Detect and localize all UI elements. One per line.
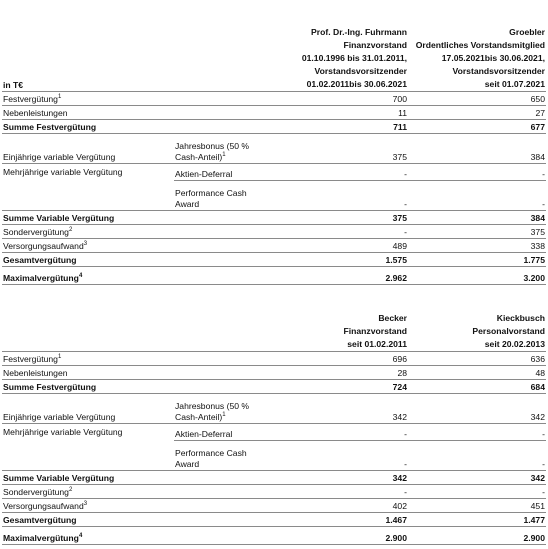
- table-cell: -: [408, 424, 546, 441]
- row-label: Maximalvergütung: [3, 272, 79, 283]
- row-label: Festvergütung: [3, 354, 58, 364]
- table-cell: 338: [408, 238, 546, 252]
- column-header-becker: Becker Finanzvorstand seit 01.02.2011: [262, 312, 408, 352]
- compensation-table-1: [2, 26, 546, 285]
- row-label: Einjährige variable Vergütung: [2, 134, 174, 164]
- table-cell: 28: [262, 366, 408, 380]
- table-cell: 375: [408, 224, 546, 238]
- table-row: [2, 238, 546, 252]
- table-cell: 711: [262, 120, 408, 134]
- footnote-marker: 1: [222, 412, 226, 419]
- table-cell: 684: [408, 380, 546, 394]
- table-cell: 402: [262, 498, 408, 512]
- row-label: Summe Variable Vergütung: [2, 210, 174, 224]
- table-cell: 1.575: [262, 252, 408, 266]
- footnote-marker: 1: [57, 94, 62, 101]
- table-cell: 375: [262, 210, 408, 224]
- row-label: Gesamtvergütung: [2, 252, 174, 266]
- table-cell: 451: [408, 498, 546, 512]
- column-header-fuhrmann: Prof. Dr.-Ing. Fuhrmann Finanzvorstand 01.10.1996 bis 31.01.2011, Vorstandsvorsitzender 01.02.2011bis 30.06.2021: [262, 26, 408, 92]
- row-label: Maximalvergütung: [3, 532, 79, 543]
- row-sublabel: Performance Cash Award: [174, 180, 262, 210]
- compensation-table-2: [2, 312, 546, 545]
- table-row: [2, 180, 546, 210]
- table-cell: -: [408, 164, 546, 181]
- table-cell: -: [262, 180, 408, 210]
- row-label: Sondervergütung: [3, 226, 69, 237]
- table-row: [2, 424, 546, 441]
- row-label: Mehrjährige variable Vergütung: [3, 167, 123, 177]
- table-cell: 1.477: [408, 512, 546, 526]
- table-cell: 650: [408, 92, 546, 106]
- row-label: Sondervergütung: [3, 486, 69, 497]
- table-cell: 724: [262, 380, 408, 394]
- table-cell: 384: [408, 134, 546, 164]
- table-row: [2, 120, 546, 134]
- footnote-marker: 3: [83, 240, 88, 247]
- table-cell: 1.775: [408, 252, 546, 266]
- footnote-marker: 1: [57, 354, 62, 361]
- row-sublabel: Aktien-Deferral: [174, 424, 262, 441]
- table-header-row: [2, 312, 546, 352]
- table-row: [2, 106, 546, 120]
- table-row: [2, 352, 546, 366]
- row-label: Nebenleistungen: [2, 366, 174, 380]
- footnote-marker: 4: [78, 272, 83, 279]
- footnote-marker: 2: [68, 486, 73, 493]
- row-label: Einjährige variable Vergütung: [2, 394, 174, 424]
- table-cell: 1.467: [262, 512, 408, 526]
- table-row: [2, 484, 546, 498]
- unit-label: in T€: [2, 26, 174, 92]
- table-cell: -: [262, 224, 408, 238]
- table-cell: 696: [262, 352, 408, 366]
- table-cell: -: [262, 440, 408, 470]
- footnote-marker: 3: [83, 500, 88, 507]
- table-row: [2, 164, 546, 181]
- footnote-marker: 4: [78, 532, 83, 539]
- row-label: Summe Festvergütung: [2, 120, 174, 134]
- column-header-groebler: Groebler Ordentliches Vorstandsmitglied 17.05.2021bis 30.06.2021, Vorstandsvorsitzender seit 01.07.2021: [408, 26, 546, 92]
- table-row: [2, 498, 546, 512]
- row-sublabel: Jahresbonus (50 % Cash-Anteil): [175, 141, 250, 162]
- table-cell: 489: [262, 238, 408, 252]
- table-row: [2, 394, 546, 424]
- table-row: [2, 252, 546, 266]
- row-label: Summe Festvergütung: [2, 380, 174, 394]
- column-header-kieckbusch: Kieckbusch Personalvorstand seit 20.02.2013: [408, 312, 546, 352]
- row-label: Nebenleistungen: [2, 106, 174, 120]
- table-row: [2, 210, 546, 224]
- table-cell: -: [262, 424, 408, 441]
- table-cell: 342: [262, 394, 408, 424]
- table-header-row: [2, 26, 546, 92]
- row-label: Versorgungsaufwand: [3, 240, 84, 251]
- table-cell: 2.900: [408, 526, 546, 544]
- table-row: [2, 380, 546, 394]
- table-cell: 342: [408, 470, 546, 484]
- footnote-marker: 1: [222, 152, 226, 159]
- table-row: [2, 440, 546, 470]
- table-cell: -: [408, 440, 546, 470]
- table-row: [2, 92, 546, 106]
- table-row: [2, 366, 546, 380]
- table-row: [2, 470, 546, 484]
- table-row: [2, 266, 546, 284]
- footnote-marker: 2: [68, 226, 73, 233]
- row-label: Versorgungsaufwand: [3, 500, 84, 511]
- row-label: Summe Variable Vergütung: [2, 470, 174, 484]
- row-label: Festvergütung: [3, 94, 58, 104]
- table-cell: 677: [408, 120, 546, 134]
- table-cell: 27: [408, 106, 546, 120]
- table-cell: 11: [262, 106, 408, 120]
- table-row: [2, 134, 546, 164]
- table-cell: 342: [262, 470, 408, 484]
- table-cell: -: [262, 484, 408, 498]
- table-row: [2, 512, 546, 526]
- table-cell: 700: [262, 92, 408, 106]
- table-cell: 2.900: [262, 526, 408, 544]
- row-sublabel: Jahresbonus (50 % Cash-Anteil): [175, 401, 250, 422]
- row-label: Gesamtvergütung: [2, 512, 174, 526]
- table-cell: 636: [408, 352, 546, 366]
- table-cell: 384: [408, 210, 546, 224]
- row-sublabel: Performance Cash Award: [174, 440, 262, 470]
- table-cell: -: [262, 164, 408, 181]
- table-cell: 3.200: [408, 266, 546, 284]
- table-row: [2, 526, 546, 544]
- table-cell: 48: [408, 366, 546, 380]
- table-cell: 375: [262, 134, 408, 164]
- table-cell: -: [408, 484, 546, 498]
- row-label: Mehrjährige variable Vergütung: [3, 427, 123, 437]
- table-cell: 2.962: [262, 266, 408, 284]
- row-sublabel: Aktien-Deferral: [174, 164, 262, 181]
- table-cell: 342: [408, 394, 546, 424]
- table-cell: -: [408, 180, 546, 210]
- table-row: [2, 224, 546, 238]
